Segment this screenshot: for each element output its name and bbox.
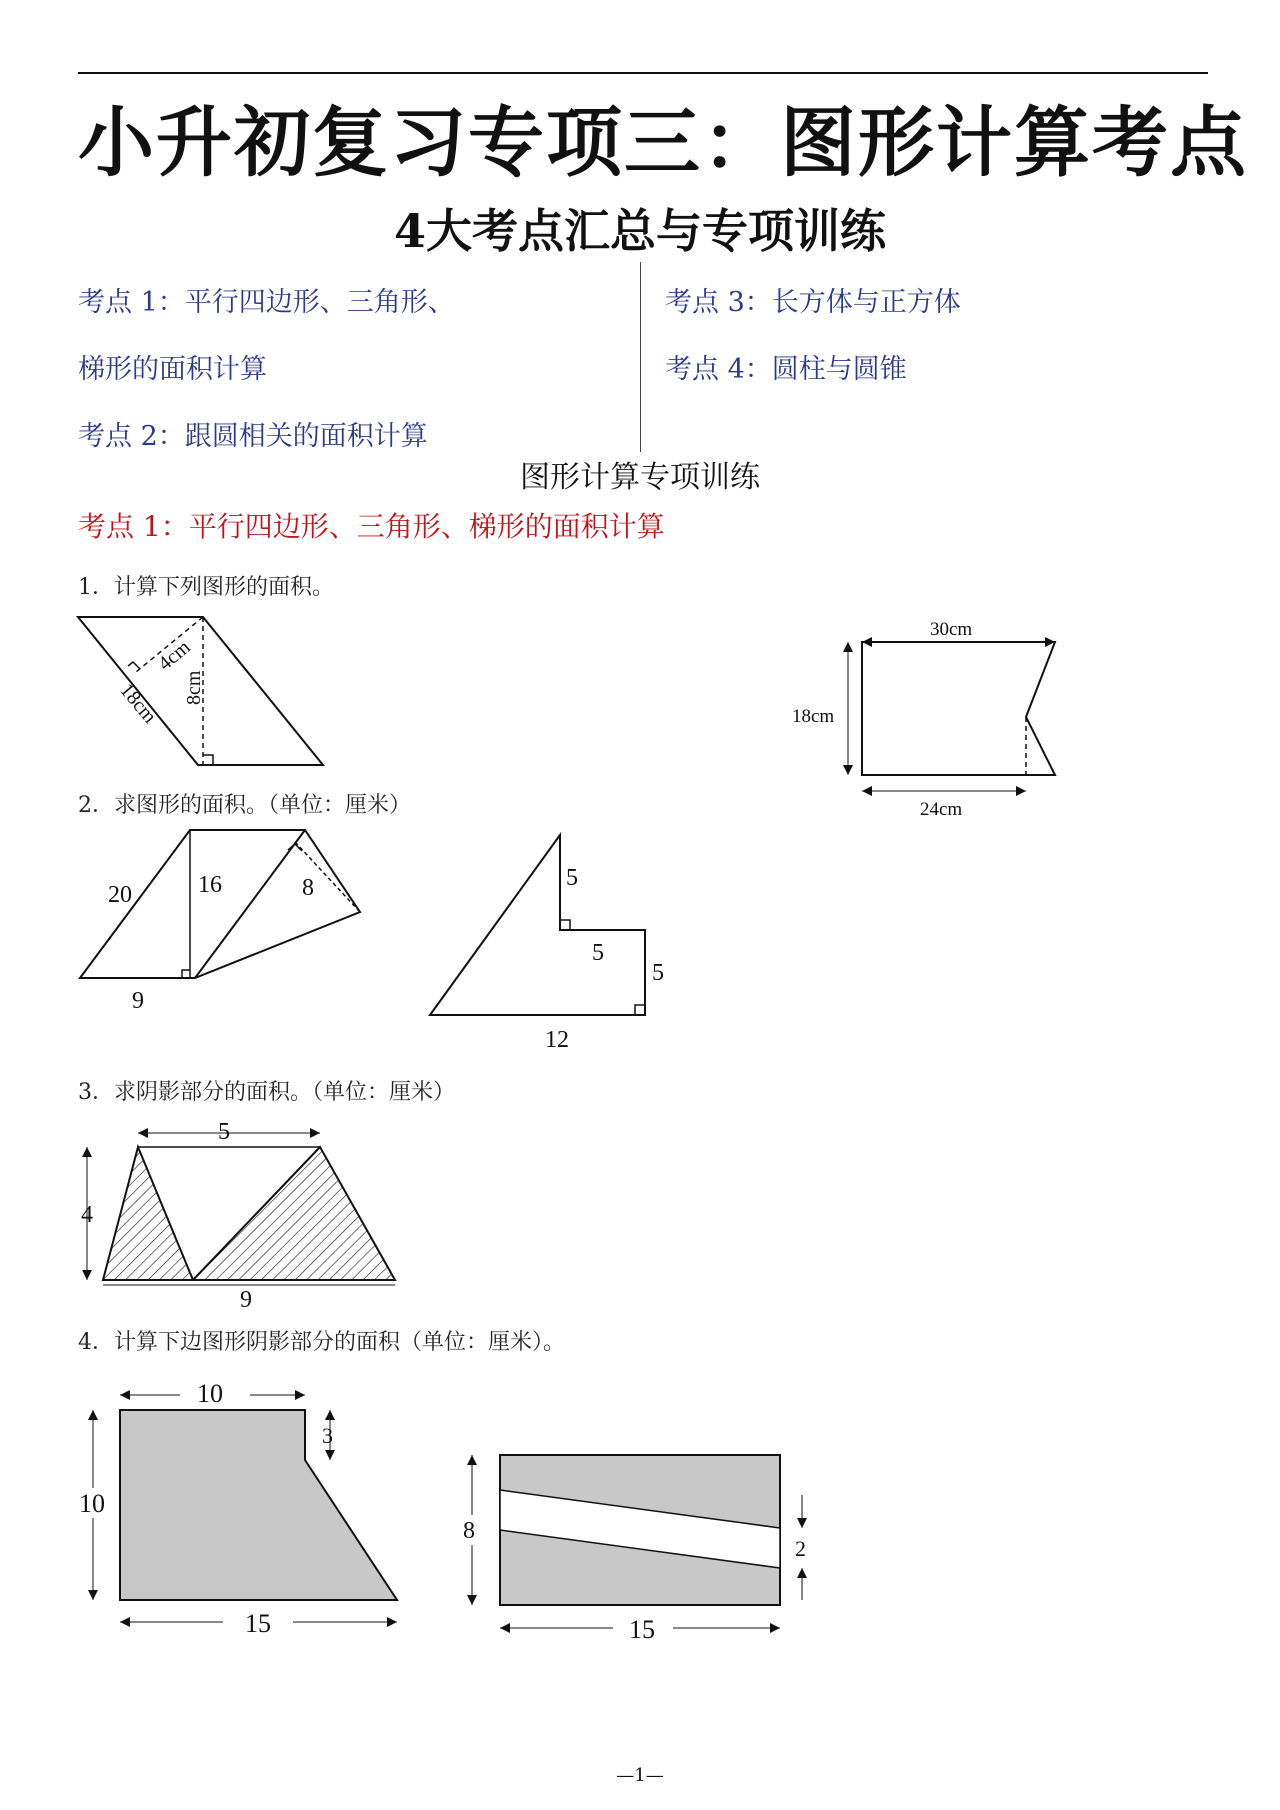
label-5c: 5 [652, 960, 664, 986]
figure-4b-shaded-rectangle [455, 1440, 825, 1660]
figure-2a-trapezoid [70, 820, 370, 1020]
right-angle-mark-2 [128, 662, 140, 669]
label-9: 9 [132, 988, 144, 1014]
label-18cm: 18cm [115, 679, 161, 728]
label-9: 9 [240, 1287, 252, 1313]
summary-divider [640, 262, 641, 452]
summary-item-1b: 梯形的面积计算 [78, 354, 267, 385]
summary-item-2: 考点 2：跟圆相关的面积计算 [78, 421, 428, 452]
label-8: 8 [463, 1518, 475, 1544]
label-30cm: 30cm [930, 619, 973, 640]
label-12: 12 [545, 1027, 569, 1053]
question-1: 1．计算下列图形的面积。 [78, 575, 334, 600]
label-15: 15 [245, 1609, 271, 1638]
figure-1a-parallelogram [70, 610, 340, 775]
shaded-triangle-left [103, 1147, 193, 1280]
top-rule [78, 72, 1208, 74]
label-4: 4 [81, 1202, 93, 1228]
training-title: 图形计算专项训练 [520, 460, 760, 495]
label-24cm: 24cm [920, 799, 963, 820]
label-15: 15 [629, 1615, 655, 1644]
figure-3-shaded-triangles [75, 1115, 415, 1315]
label-8cm: 8cm [183, 670, 205, 705]
page-title: 小升初复习专项三：图形计算考点 [78, 98, 1248, 187]
figure-4a-shaded-trapezoid [75, 1380, 415, 1655]
label-10-top: 10 [197, 1380, 223, 1408]
page-number: —1— [616, 1765, 664, 1786]
label-3: 3 [322, 1423, 333, 1448]
question-4: 4．计算下边图形阴影部分的面积（单位：厘米）。 [78, 1330, 565, 1355]
label-18cm-left: 18cm [792, 706, 835, 727]
label-20: 20 [108, 882, 132, 908]
shape-outline [430, 835, 645, 1015]
label-2: 2 [795, 1536, 806, 1561]
figure-2b-composite [420, 825, 670, 1055]
question-2: 2．求图形的面积。（单位：厘米） [78, 793, 411, 818]
summary-item-1a: 考点 1：平行四边形、三角形、 [78, 287, 455, 318]
label-5b: 5 [592, 940, 604, 966]
label-5: 5 [218, 1119, 230, 1145]
label-10-left: 10 [79, 1489, 105, 1518]
kp1-heading: 考点 1：平行四边形、三角形、梯形的面积计算 [78, 510, 665, 543]
label-16: 16 [198, 872, 222, 898]
question-3: 3．求阴影部分的面积。（单位：厘米） [78, 1080, 455, 1105]
shaded-shape [120, 1410, 397, 1600]
label-8: 8 [302, 875, 314, 901]
figure-1b-notched-rectangle [790, 615, 1070, 825]
summary-item-4: 考点 4：圆柱与圆锥 [665, 354, 907, 385]
shaded-triangle-right [193, 1147, 395, 1280]
right-angle-mark [203, 755, 213, 765]
label-5a: 5 [566, 865, 578, 891]
page-subtitle: 4大考点汇总与专项训练 [393, 204, 886, 258]
summary-item-3: 考点 3：长方体与正方体 [665, 287, 961, 318]
label-4cm: 4cm [154, 636, 195, 676]
